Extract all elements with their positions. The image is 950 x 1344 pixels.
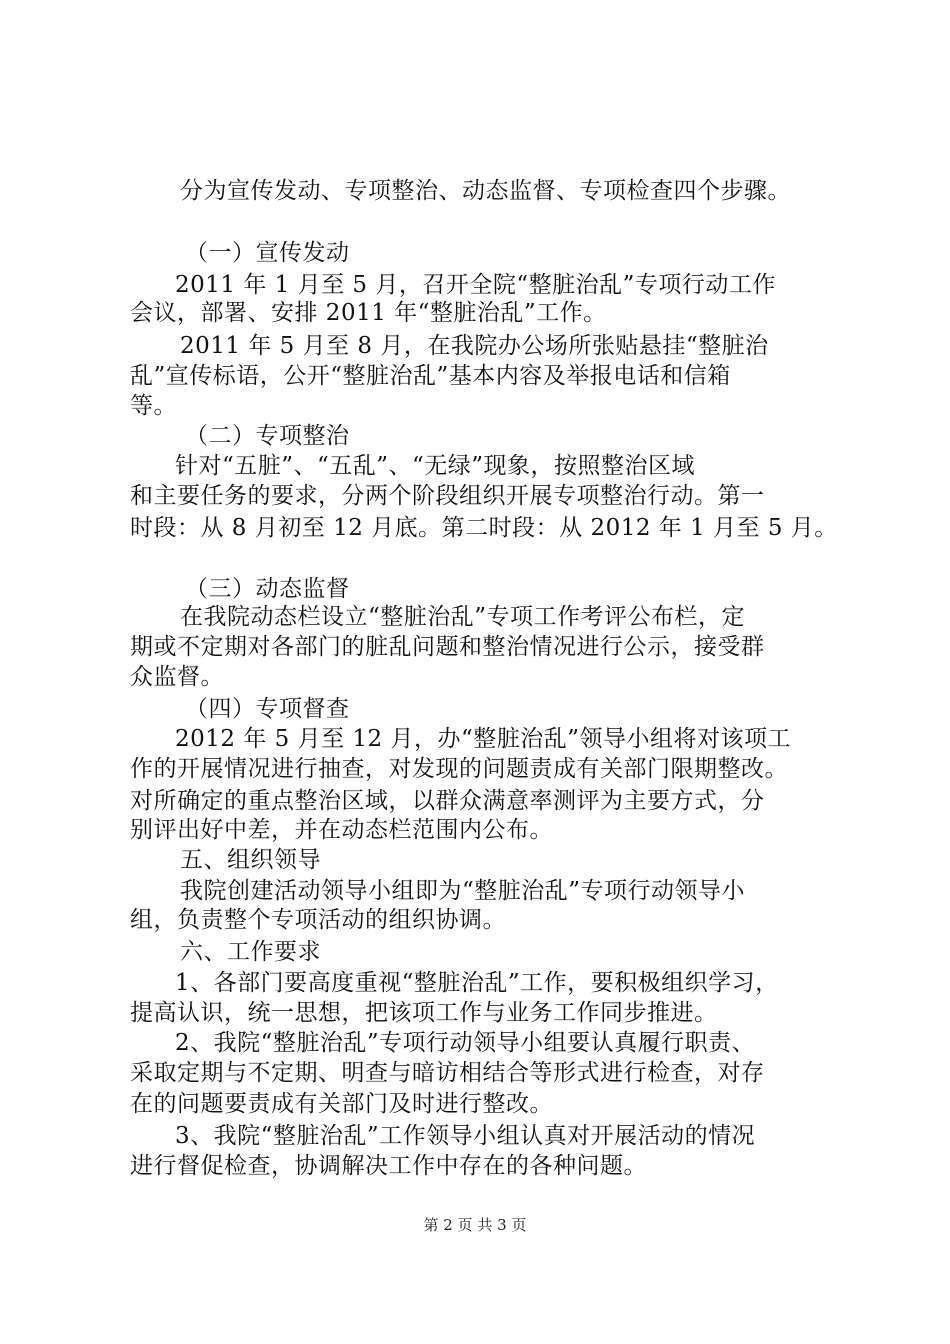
body-line: 针对“五脏”、“五乱”、“无绿”现象，按照整治区域 — [175, 453, 696, 479]
body-line: 分为宣传发动、专项整治、动态监督、专项检查四个步骤。 — [180, 178, 791, 204]
body-line: 作的开展情况进行抽查，对发现的问题责成有关部门限期整改。 — [130, 756, 788, 782]
body-line: 在我院动态栏设立“整脏治乱”专项工作考评公布栏，定 — [180, 604, 746, 630]
body-line: 提高认识，统一思想，把该项工作与业务工作同步推进。 — [130, 1000, 718, 1026]
section-heading: 六、工作要求 — [180, 939, 321, 965]
body-line: 和主要任务的要求，分两个阶段组织开展专项整治行动。第一 — [130, 483, 765, 509]
body-line: 众监督。 — [130, 664, 224, 690]
section-heading: （四）专项督查 — [185, 696, 350, 722]
section-heading: （二）专项整治 — [185, 423, 350, 449]
section-heading: （三）动态监督 — [185, 576, 350, 602]
body-line: 等。 — [130, 393, 177, 419]
body-line: 2011 年 5 月至 8 月，在我院办公场所张贴悬挂“整脏治 — [180, 333, 769, 359]
body-line: 对所确定的重点整治区域，以群众满意率测评为主要方式，分 — [130, 788, 765, 814]
body-line: 采取定期与不定期、明查与暗访相结合等形式进行检查，对存 — [130, 1060, 765, 1086]
body-line: 2、我院“整脏治乱”专项行动领导小组要认真履行职责、 — [175, 1030, 756, 1056]
body-line: 在的问题要责成有关部门及时进行整改。 — [130, 1091, 553, 1117]
body-line: 我院创建活动领导小组即为“整脏治乱”专项行动领导小 — [180, 878, 746, 904]
body-line: 期或不定期对各部门的脏乱问题和整治情况进行公示，接受群 — [130, 634, 765, 660]
section-heading: 五、组织领导 — [180, 847, 321, 873]
body-line: 时段：从 8 月初至 12 月底。第二时段：从 2012 年 1 月至 5 月。 — [130, 515, 838, 541]
body-line: 1、各部门要高度重视“整脏治乱”工作，要积极组织学习， — [175, 970, 779, 996]
body-line: 别评出好中差，并在动态栏范围内公布。 — [130, 817, 553, 843]
body-line: 会议，部署、安排 2011 年“整脏治乱”工作。 — [130, 300, 607, 326]
body-line: 进行督促检查，协调解决工作中存在的各种问题。 — [130, 1153, 647, 1179]
body-line: 2012 年 5 月至 12 月，办“整脏治乱”领导小组将对该项工 — [175, 726, 792, 752]
page-number-footer: 第 2 页 共 3 页 — [423, 1216, 527, 1234]
body-line: 乱”宣传标语，公开“整脏治乱”基本内容及举报电话和信箱 — [130, 363, 731, 389]
body-line: 2011 年 1 月至 5 月，召开全院“整脏治乱”专项行动工作 — [175, 272, 776, 298]
body-line: 组，负责整个专项活动的组织协调。 — [130, 907, 506, 933]
section-heading: （一）宣传发动 — [185, 240, 350, 266]
body-line: 3、我院“整脏治乱”工作领导小组认真对开展活动的情况 — [175, 1123, 756, 1149]
